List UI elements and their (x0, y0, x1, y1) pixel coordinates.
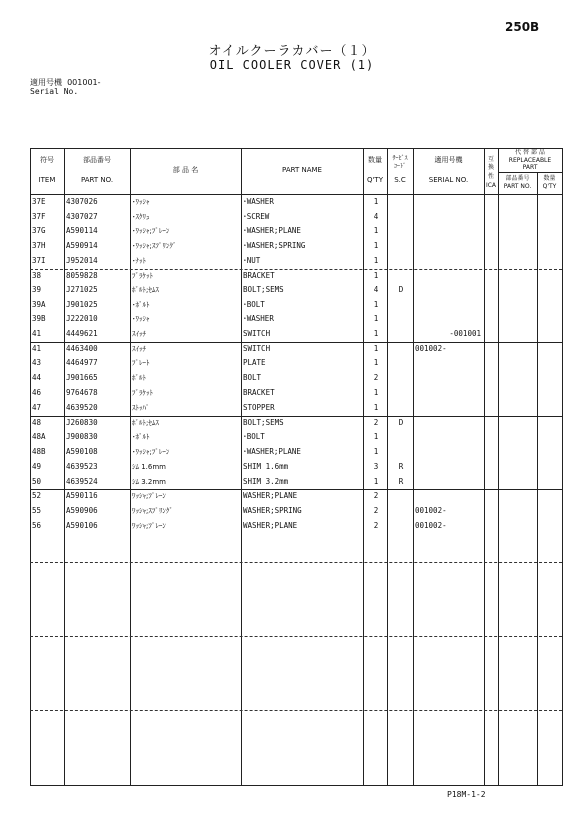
quantity: 1 (373, 256, 379, 265)
part-name-jp: ｼﾑ 1.6mm (132, 463, 166, 471)
part-name-jp: ｽｲｯﾁ (132, 330, 146, 338)
table-top-rule (30, 148, 562, 149)
footer-code: P18M-1-2 (447, 790, 486, 799)
part-name-jp: ﾎﾞﾙﾄ;ｾﾑｽ (132, 286, 159, 294)
part-name-jp: ･ﾜｯｼｬ;ｽﾌﾟﾘﾝｸﾞ (132, 242, 177, 250)
part-name-jp: ･ﾜｯｼｬ (132, 315, 150, 323)
item-code: 48A (32, 432, 46, 441)
service-code: D (398, 418, 404, 427)
serial-range: 001002- (415, 506, 447, 515)
item-code: 41 (32, 329, 42, 338)
header-sc-jp2: ｺｰﾄﾞ (393, 163, 406, 170)
part-name-jp: ﾜｯｼｬ;ｽﾌﾟﾘﾝｸﾞ (132, 507, 173, 515)
quantity: 1 (373, 432, 379, 441)
part-name-jp: ﾜｯｼｬ;ﾌﾟﾚｰﾝ (132, 492, 166, 500)
header-ica-jp3: 性 (487, 173, 494, 180)
table-row (0, 475, 584, 489)
quantity: 1 (373, 300, 379, 309)
serial-label-japanese: 適用号機 001001- (30, 78, 101, 87)
item-code: 38 (32, 271, 42, 280)
part-number: 4464977 (66, 358, 98, 367)
part-name: SHIM 3.2mm (243, 477, 289, 486)
part-name-jp: ･ﾎﾞﾙﾄ (132, 301, 150, 309)
quantity: 3 (373, 462, 379, 471)
part-name-jp: ｽﾄｯﾊﾟ (132, 404, 150, 412)
part-name: SWITCH (243, 329, 271, 338)
item-code: 44 (32, 373, 42, 382)
part-name-jp: ﾌﾟﾚｰﾄ (132, 359, 150, 367)
part-name-jp: ･ﾜｯｼｬ (132, 198, 150, 206)
table-row (0, 489, 584, 503)
header-serial: SERIAL NO. (428, 176, 469, 184)
item-code: 41 (32, 344, 42, 353)
page-number: 250B (505, 20, 540, 34)
part-name: WASHER;SPRING (243, 506, 302, 515)
table-row (0, 269, 584, 283)
quantity: 1 (373, 241, 379, 250)
quantity: 4 (373, 285, 379, 294)
part-number: J222010 (66, 314, 98, 323)
table-row (0, 195, 584, 209)
item-code: 49 (32, 462, 42, 471)
part-name: ･WASHER;PLANE (243, 226, 301, 235)
part-number: 4639520 (66, 403, 98, 412)
quantity: 1 (373, 314, 379, 323)
serial-range: 001001- (67, 78, 101, 87)
item-code: 39B (32, 314, 46, 323)
item-code: 52 (32, 491, 42, 500)
serial-range: 001002- (415, 521, 447, 530)
serial-label-english: Serial No. (30, 87, 79, 96)
item-code: 39A (32, 300, 46, 309)
header-repl-part: PART NO. (503, 183, 532, 190)
header-name-jp: 部 品 名 (172, 166, 199, 174)
header-item-jp: 符号 (40, 156, 54, 164)
quantity: 1 (373, 329, 379, 338)
quantity: 1 (373, 271, 379, 280)
quantity: 4 (373, 212, 379, 221)
table-row (0, 445, 584, 459)
item-code: 48B (32, 447, 46, 456)
part-number: A590106 (66, 521, 98, 530)
part-name: PLATE (243, 358, 266, 367)
table-row (0, 283, 584, 297)
part-name-jp: ･ﾎﾞﾙﾄ (132, 433, 150, 441)
header-replaceable: REPLACEABLE (508, 157, 552, 164)
header-qty-jp: 数量 (368, 156, 382, 164)
part-name: ･WASHER (243, 314, 274, 323)
item-code: 37E (32, 197, 46, 206)
part-number: 4307027 (66, 212, 98, 221)
part-name-jp: ﾎﾞﾙﾄ (132, 374, 146, 382)
part-name: BOLT (243, 373, 262, 382)
table-row (0, 224, 584, 238)
quantity: 1 (373, 197, 379, 206)
part-name: SWITCH (243, 344, 271, 353)
part-number: 4449621 (66, 329, 98, 338)
part-name: ･WASHER;SPRING (243, 241, 306, 250)
header-sc: S.C (394, 176, 406, 184)
part-name-jp: ･ﾜｯｼｬ;ﾌﾟﾚｰﾝ (132, 448, 170, 456)
header-ica: ICA (485, 182, 497, 189)
quantity: 2 (373, 521, 379, 530)
part-name: ･NUT (243, 256, 261, 265)
part-number: 9764678 (66, 388, 98, 397)
header-item: ITEM (38, 176, 56, 184)
table-row (0, 327, 584, 341)
part-name: ･BOLT (243, 300, 265, 309)
serial-range: -001001 (449, 329, 481, 338)
item-code: 37F (32, 212, 46, 221)
part-number: A590116 (66, 491, 98, 500)
part-name-jp: ･ｽｸﾘｭ (132, 213, 150, 221)
part-name-jp: ･ﾅｯﾄ (132, 257, 146, 265)
item-code: 37G (32, 226, 46, 235)
header-name: PART NAME (282, 166, 322, 174)
table-row (0, 504, 584, 518)
item-code: 50 (32, 477, 42, 486)
part-number: 4307026 (66, 197, 98, 206)
table-row (0, 430, 584, 444)
item-code: 48 (32, 418, 42, 427)
part-number: J260830 (66, 418, 98, 427)
part-number: J901025 (66, 300, 98, 309)
quantity: 2 (373, 491, 379, 500)
header-part-jp: 部品番号 (83, 156, 111, 164)
quantity: 1 (373, 447, 379, 456)
header-ica-jp2: 換 (487, 164, 494, 171)
item-code: 43 (32, 358, 42, 367)
part-name: BOLT;SEMS (243, 285, 284, 294)
part-name: ･BOLT (243, 432, 265, 441)
item-code: 37H (32, 241, 46, 250)
part-name: ･WASHER (243, 197, 274, 206)
part-name: ･WASHER;PLANE (243, 447, 301, 456)
item-code: 47 (32, 403, 42, 412)
table-row (0, 416, 584, 430)
table-row (0, 386, 584, 400)
table-row (0, 519, 584, 533)
part-name: BOLT;SEMS (243, 418, 284, 427)
item-code: 56 (32, 521, 42, 530)
part-number: A590914 (66, 241, 98, 250)
part-name: ･SCREW (243, 212, 270, 221)
part-name-jp: ﾎﾞﾙﾄ;ｾﾑｽ (132, 419, 159, 427)
table-row (0, 298, 584, 312)
header-repl-qty: Q'TY (542, 183, 557, 190)
table-row (0, 254, 584, 268)
part-number: A590906 (66, 506, 98, 515)
quantity: 1 (373, 226, 379, 235)
part-number: 4463400 (66, 344, 98, 353)
table-bottom-rule (30, 785, 562, 786)
part-name-jp: ﾌﾞﾗｹｯﾄ (132, 272, 153, 280)
quantity: 1 (373, 388, 379, 397)
header-serial-jp: 適用号機 (434, 156, 463, 164)
part-name: BRACKET (243, 271, 275, 280)
part-number: A590108 (66, 447, 98, 456)
title-english: OIL COOLER COVER (1) (209, 58, 375, 72)
header-repl-part-jp: 部品番号 (505, 175, 530, 182)
part-number: J952014 (66, 256, 98, 265)
part-number: 4639523 (66, 462, 98, 471)
quantity: 1 (373, 344, 379, 353)
part-name: WASHER;PLANE (243, 521, 298, 530)
part-name-jp: ｼﾑ 3.2mm (132, 478, 166, 486)
part-name-jp: ｽｲｯﾁ (132, 345, 146, 353)
part-name: STOPPER (243, 403, 275, 412)
header-qty: Q'TY (367, 176, 383, 184)
table-row (0, 371, 584, 385)
table-row (0, 239, 584, 253)
part-number: 8059828 (66, 271, 98, 280)
item-code: 55 (32, 506, 42, 515)
item-code: 37I (32, 256, 46, 265)
header-part: PART NO. (80, 176, 114, 184)
part-number: J271025 (66, 285, 98, 294)
part-number: A590114 (66, 226, 98, 235)
serial-range: 001002- (415, 344, 447, 353)
part-name-jp: ･ﾜｯｼｬ;ﾌﾟﾚｰﾝ (132, 227, 170, 235)
header-replaceable-part: PART (522, 164, 538, 171)
item-code: 39 (32, 285, 42, 294)
title-japanese: オイルクーラカバー（１） (208, 44, 376, 59)
quantity: 2 (373, 418, 379, 427)
part-number: 4639524 (66, 477, 98, 486)
table-row (0, 460, 584, 474)
header-replaceable-jp: 代 替 部 品 (515, 149, 545, 156)
part-name: WASHER;PLANE (243, 491, 298, 500)
header-ica-jp1: 互 (487, 156, 494, 163)
quantity: 1 (373, 358, 379, 367)
part-number: J900830 (66, 432, 98, 441)
table-row (0, 401, 584, 415)
part-name: SHIM 1.6mm (243, 462, 289, 471)
quantity: 2 (373, 506, 379, 515)
service-code: D (398, 285, 404, 294)
table-row (0, 356, 584, 370)
part-name-jp: ﾌﾞﾗｹｯﾄ (132, 389, 153, 397)
part-name: BRACKET (243, 388, 275, 397)
table-row (0, 210, 584, 224)
quantity: 2 (373, 373, 379, 382)
table-row (0, 342, 584, 356)
table-row (0, 312, 584, 326)
part-name-jp: ﾜｯｼｬ;ﾌﾟﾚｰﾝ (132, 522, 166, 530)
header-repl-qty-jp: 数量 (543, 175, 556, 182)
part-number: J901665 (66, 373, 98, 382)
header-sc-jp1: ｻｰﾋﾞｽ (392, 155, 408, 162)
service-code: R (398, 477, 404, 486)
service-code: R (398, 462, 404, 471)
quantity: 1 (373, 403, 379, 412)
item-code: 46 (32, 388, 42, 397)
quantity: 1 (373, 477, 379, 486)
